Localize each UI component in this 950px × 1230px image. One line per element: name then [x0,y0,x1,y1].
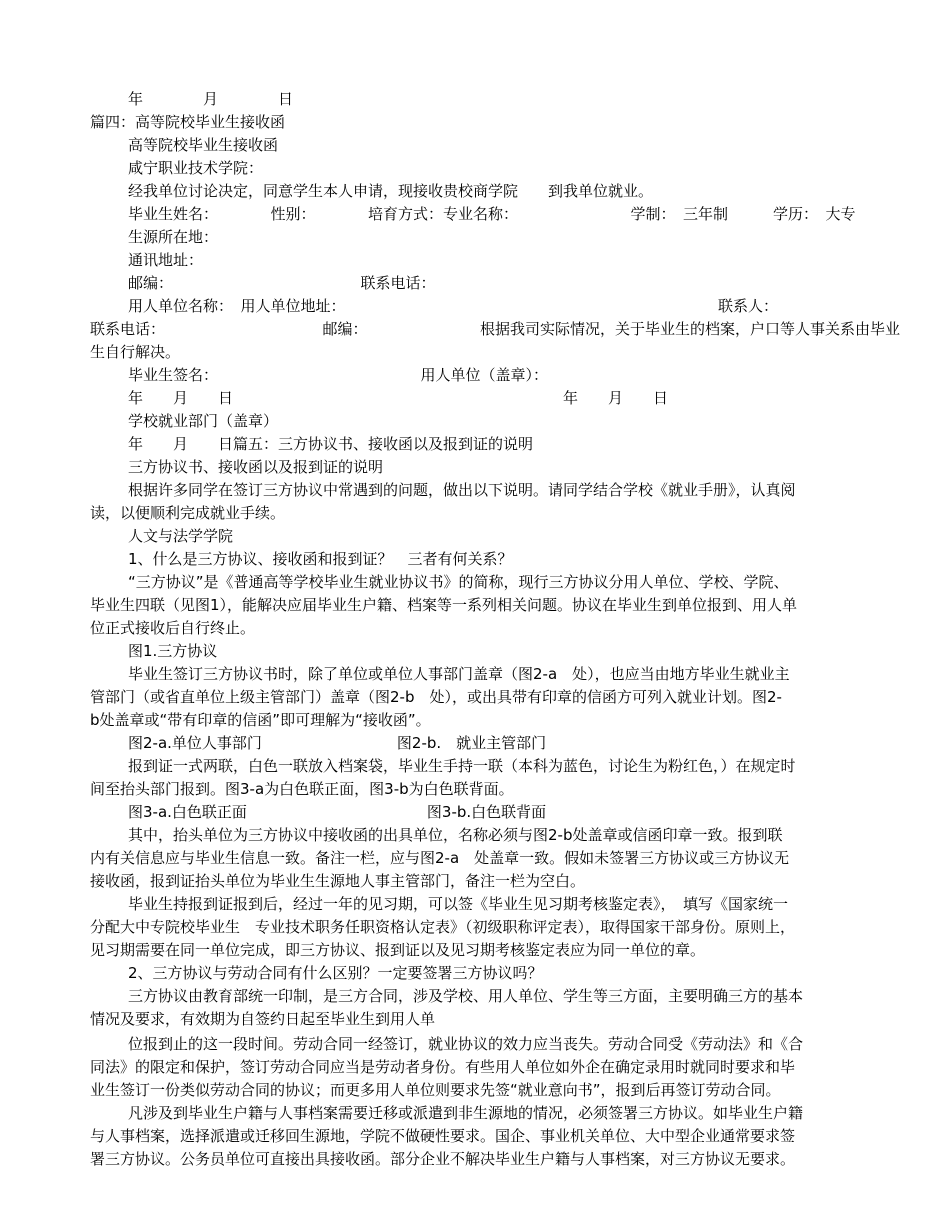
paragraph-line: 见习期需要在同一单位完成，即三方协议、报到证以及见习期考核鉴定表应为同一单位的章。 [90,941,706,959]
paragraph-line: 分配大中专院校毕业生 专业技术职务任职资格认定表》（初级职称评定表），取得国家干部身份。原则上， [90,918,796,936]
form-field-line: 邮编： 联系电话： [128,274,436,292]
paragraph-line: 位报到止的这一段时间。劳动合同一经签订，就业协议的效力应当丧失。劳动合同受《劳动法》和《合 [128,1035,804,1053]
paragraph-line: 经我单位讨论决定，同意学生本人申请，现接收贵校商学院 到我单位就业。 [128,182,654,200]
paragraph-line: 根据许多同学在签订三方协议中常遇到的问题，做出以下说明。请同学结合学校《就业手册》，认真阅 [128,481,796,499]
paragraph-line: 生自行解决。 [90,343,181,361]
form-field-line: 通讯地址： [128,251,204,269]
form-field-line: 用人单位名称： 用人单位地址： [128,297,346,315]
paragraph-line: “三方协议”是《普通高等学校毕业生就业协议书》的简称，现行三方协议分用人单位、学校、学院、 [128,573,789,591]
paragraph-line: 毕业生持报到证报到后，经过一年的见习期，可以签《毕业生见习期考核鉴定表》， 填写《国家统一 [128,895,789,913]
paragraph-line: 同法》的限定和保护，签订劳动合同应当是劳动者身份。有些用人单位如外企在确定录用时就同时要求和毕 [90,1058,796,1076]
paragraph-line: 业生签订一份类似劳动合同的协议；而更多用人单位则要求先签“就业意向书”，报到后再签订劳动合同。 [90,1081,781,1099]
question-heading: 2、三方协议与劳动合同有什么区别？一定要签署三方协议吗？ [128,964,543,982]
date-line: 年 月 日 [128,90,294,108]
paragraph-line: 位正式接收后自行终止。 [90,619,256,637]
paragraph-line: 报到证一式两联，白色一联放入档案袋，毕业生手持一联（本科为蓝色，讨论生为粉红色，）在规定时 [128,757,796,775]
section-heading-5: 年 月 日篇五：三方协议书、接收函以及报到证的说明 [128,435,534,453]
paragraph-line: 管部门（或省直单位上级主管部门）盖章（图2-b 处），或出具带有印章的信函方可列入就业计划。图2- [90,688,782,706]
signature-line: 毕业生签名： 用人单位（盖章）： [128,366,549,384]
paragraph-line: 凡涉及到毕业生户籍与人事档案需要迁移或派遣到非生源地的情况，必须签署三方协议。如毕业生户籍 [128,1104,804,1122]
form-field-contact: 联系人： [718,297,779,315]
paragraph-line: 署三方协议。公务员单位可直接出具接收函。部分企业不解决毕业生户籍与人事档案，对三方协议无要求。 [90,1150,796,1168]
paragraph-line: 联系电话： 邮编： 根据我司实际情况，关于毕业生的档案，户口等人事关系由毕业 [90,320,901,338]
paragraph-line: 情况及要求，有效期为自签约日起至毕业生到用人单 [90,1010,436,1028]
form-field-line: 毕业生姓名： 性别： 培育方式：专业名称： 学制： 三年制 学历： 大专 [128,205,856,223]
date-line: 年 月 日 年 月 日 [128,389,669,407]
paragraph-line: 接收函，报到证抬头单位为毕业生生源地人事主管部门，备注一栏为空白。 [90,872,586,890]
paragraph-line: 三方协议由教育部统一印制，是三方合同，涉及学校、用人单位、学生等三方面，主要明确三方的基本 [128,987,804,1005]
addressee: 咸宁职业技术学院： [128,159,264,177]
section-heading-4: 篇四：高等院校毕业生接收函 [90,113,286,131]
paragraph-line: 读，以便顺利完成就业手续。 [90,504,286,522]
figure-caption: 图3-a.白色联正面 图3-b.白色联背面 [128,803,547,821]
figure-caption: 图1.三方协议 [128,642,218,660]
paragraph-line: 毕业生签订三方协议书时，除了单位或单位人事部门盖章（图2-a 处），也应当由地方毕业生就业主 [128,665,790,683]
paragraph-line: 间至抬头部门报到。图3-a为白色联正面，图3-b为白色联背面。 [90,780,514,798]
paragraph-line: 与人事档案，选择派遣或迁移回生源地，学院不做硬性要求。国企、事业机关单位、大中型企业通常要求签 [90,1127,796,1145]
paragraph-line: b处盖章或“带有印章的信函”即可理解为“接收函”。 [90,711,431,729]
question-heading: 1、什么是三方协议、接收函和报到证？ 三者有何关系？ [128,550,513,568]
letter-title: 高等院校毕业生接收函 [128,136,279,154]
form-field-line: 生源所在地： [128,228,219,246]
paragraph-line: 毕业生四联（见图1），能解决应届毕业生户籍、档案等一系列相关问题。协议在毕业生到单位报到、用人单 [90,596,798,614]
figure-caption: 图2-a.单位人事部门 图2-b. 就业主管部门 [128,734,547,752]
department-name: 人文与法学学院 [128,527,234,545]
section-title: 三方协议书、接收函以及报到证的说明 [128,458,384,476]
signature-line: 学校就业部门（盖章） [128,412,279,430]
paragraph-line: 其中，抬头单位为三方协议中接收函的出具单位，名称必须与图2-b处盖章或信函印章一致。报到联 [128,826,783,844]
paragraph-line: 内有关信息应与毕业生信息一致。备注一栏，应与图2-a 处盖章一致。假如未签署三方协议或三方协议无 [90,849,790,867]
